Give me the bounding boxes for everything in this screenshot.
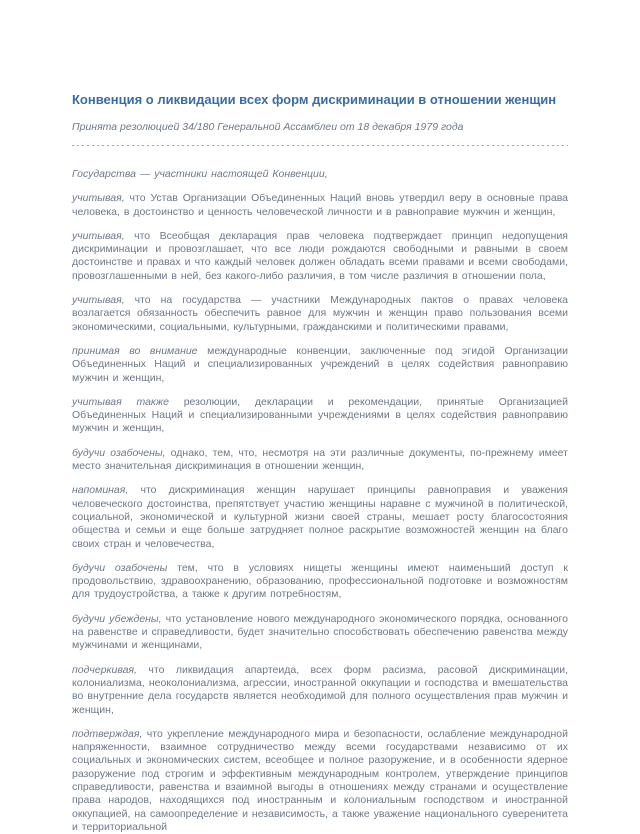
paragraph-text: резолюции, декларации и рекомендации, принятые Организацией Объединенных Наций и специализированными учреждениями в целях содействия равноправию мужчин и женщин, xyxy=(72,395,568,435)
separator-line xyxy=(72,144,568,146)
document-subtitle: Принята резолюцией 34/180 Генеральной Ассамблеи от 18 декабря 1979 года xyxy=(72,121,464,133)
paragraph-text: что ликвидация апартеида, всех форм расизма, расовой дискриминации, колониализма, неоколониализма, агрессии, иностранной оккупации и господства и вмешательства во внутренние дела государств является необходимой для полного осуществления прав мужчин и женщин, xyxy=(72,663,568,716)
paragraph xyxy=(72,168,568,181)
paragraph-text: что Устав Организации Объединенных Наций вновь утвердил веру в основные права человека, в достоинство и ценность человеческой личности и в равноправие мужчин и женщин, xyxy=(72,192,568,218)
paragraph-text: что укрепление международного мира и безопасности, ослабление международной напряженности, взаимное сотрудничество между всеми государствами независимо от их социальных и экономических систем, всеобщее и полное разоружение, и в особенности ядерное разоружение под строгим и эффективным международным контролем, утверждение принципов справедливости, равенства и взаимной выгоды в отношениях между странами и осуществление права народов, находящихся под иностранным и колониальным господством и иностранной оккупацией, на самоопределение и независимость, а также уважение национального суверенитета и территориальной xyxy=(72,727,568,833)
paragraph-text: что дискриминация женщин нарушает принципы равноправия и уважения человеческого достоинства, препятствует участию женщины наравне с мужчиной в политической, социальной, экономической и культурной жизни своей страны, мешает росту благосостояния общества и семьи и еще больше затрудняет полное раскрытие возможностей женщин на благо своих стран и человечества, xyxy=(72,484,568,550)
paragraph-text: тем, что в условиях нищеты женщины имеют наименьший доступ к продовольствию, здравоохранению, образованию, профессиональной подготовке и возможностям для трудоустройства, а также к другим потребностям, xyxy=(72,561,568,601)
paragraph-lead: учитывая, xyxy=(72,229,125,242)
paragraph-lead: подчеркивая, xyxy=(72,663,137,676)
paragraph-text: однако, тем, что, несмотря на эти различные документы, по-прежнему имеет место значительная дискриминация в отношении женщин, xyxy=(72,446,568,473)
paragraph xyxy=(72,613,568,653)
paragraph-lead: учитывая, xyxy=(72,192,125,205)
paragraph xyxy=(72,447,568,474)
paragraph-lead: напоминая, xyxy=(72,484,129,497)
paragraph xyxy=(72,728,568,834)
paragraph-lead: будучи озабочены, xyxy=(72,446,166,459)
paragraph-lead: подтверждая, xyxy=(72,727,143,740)
paragraph-text: международные конвенции, заключенные под эгидой Организации Объединенных Наций и специализированных учреждений в целях содействия равноправию мужчин и женщин, xyxy=(72,344,568,384)
paragraph xyxy=(72,230,568,283)
paragraph xyxy=(72,562,568,602)
paragraph xyxy=(72,192,568,219)
paragraph-lead: принимая во внимание xyxy=(72,344,198,357)
paragraph-lead: будучи убеждены, xyxy=(72,612,162,625)
paragraph xyxy=(72,664,568,717)
document-title: Конвенция о ликвидации всех форм дискриминации в отношении женщин xyxy=(72,92,557,107)
paragraph-text: что Всеобщая декларация прав человека подтверждает принцип недопущения дискриминации и провозглашает, что все люди рождаются свободными и равными в своем достоинстве и правах и что каждый человек должен обладать всеми правами и всеми свободами, провозглашенными в ней, без какого-либо различия, в том числе различия в отношении пола, xyxy=(72,229,568,282)
paragraph xyxy=(72,396,568,436)
paragraph-text: что установление нового международного экономического порядка, основанного на равенстве и справедливости, будет значительно способствовать обеспечению равенства между мужчинами и женщинами, xyxy=(72,612,568,652)
paragraph-lead: Государства — участники настоящей Конвенции, xyxy=(72,168,328,180)
document-paragraphs xyxy=(72,168,568,834)
paragraph xyxy=(72,484,568,550)
paragraph-lead: учитывая также xyxy=(72,395,169,408)
paragraph-text: что на государства — участники Международных пактов о правах человека возлагается обязанность обеспечить равное для мужчин и женщин право пользования всеми экономическими, социальными, культурными, гражданскими и политическими правами, xyxy=(72,294,568,333)
paragraph-lead: будучи озабочены xyxy=(72,561,168,574)
paragraph xyxy=(72,294,568,334)
paragraph-lead: учитывая, xyxy=(72,294,125,307)
paragraph xyxy=(72,345,568,385)
